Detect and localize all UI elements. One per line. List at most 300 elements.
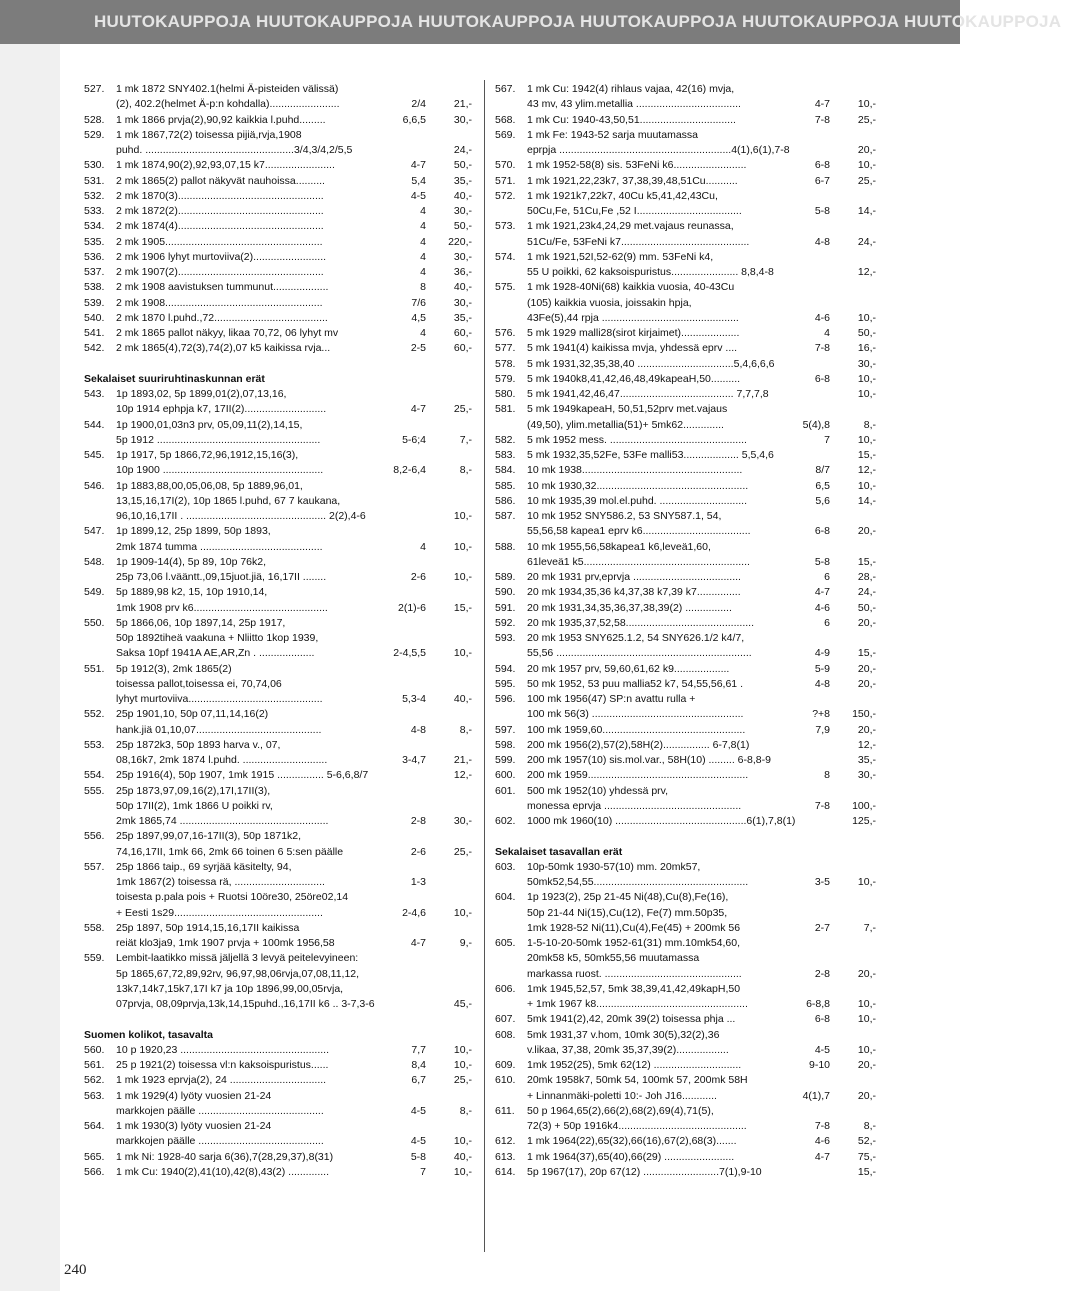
lot-description: 5p 1912(3), 2mk 1865(2) — [116, 662, 232, 675]
lot-row — [84, 540, 474, 555]
lot-number: 586. — [495, 494, 516, 507]
lot-row — [84, 982, 474, 997]
lot-grade: 4-7 — [410, 159, 426, 172]
lot-row — [495, 616, 878, 631]
lot-row — [495, 997, 878, 1012]
lot-row — [495, 1089, 878, 1104]
lot-row — [495, 463, 878, 478]
lot-number: 543. — [84, 388, 105, 400]
lot-price: 10,- — [857, 98, 876, 111]
lot-row — [84, 631, 474, 646]
lot-number: 589. — [495, 571, 516, 583]
right-column — [495, 82, 878, 1180]
lot-row — [84, 784, 474, 799]
lot-grade: 4 — [420, 250, 426, 263]
lot-row — [495, 585, 878, 600]
lot-number: 612. — [495, 1135, 516, 1148]
header-label: HUUTOKAUPPOJA — [580, 12, 738, 31]
lot-grade: 8,2-6,4 — [393, 464, 426, 477]
lot-grade: 2-4,6 — [402, 906, 426, 919]
lot-number: 563. — [84, 1089, 105, 1102]
lot-grade: 6-8 — [814, 372, 830, 385]
lot-price: 10,- — [453, 1043, 472, 1056]
lot-row — [495, 1058, 878, 1073]
lot-grade: 4-8 — [814, 677, 830, 690]
lot-description: 10 mk 1955,56,58kapea1 k6,leveä1,60, — [527, 540, 711, 553]
lot-description: 1-5-10-20-50mk 1952-61(31) mm.10mk54,60, — [527, 937, 741, 949]
lot-price: 45,- — [453, 998, 472, 1010]
lot-row — [495, 250, 878, 265]
lot-row — [84, 387, 474, 402]
lot-row — [495, 646, 878, 661]
lot-number: 548. — [84, 555, 105, 568]
lot-row — [84, 158, 474, 173]
lot-row — [84, 235, 474, 250]
lot-description: 1 mk 1964(22),65(32),66(16),67(2),68(3)....... — [527, 1135, 737, 1148]
lot-number: 557. — [84, 860, 105, 873]
lot-row — [84, 1073, 474, 1088]
lot-price: 20,- — [857, 967, 876, 980]
lot-row — [495, 1104, 878, 1119]
lot-description: 5 mk 1941,42,46,47....................................... 7,7,7,8 — [527, 388, 769, 400]
lot-row — [495, 128, 878, 143]
lot-description: 10p 1900 ....................................................... — [116, 464, 324, 477]
lot-description: 20mk 1958k7, 50mk 54, 100mk 57, 200mk 58H — [527, 1074, 748, 1087]
lot-row — [495, 143, 878, 158]
lot-description: 1 mk 1921k7,22k7, 40Cu k5,41,42,43Cu, — [527, 189, 718, 202]
lot-row — [84, 524, 474, 539]
lot-grade: 2-8 — [410, 815, 426, 827]
lot-price: 14,- — [857, 205, 876, 217]
lot-description: 10 p 1920,23 ................................................... — [116, 1043, 330, 1056]
lot-grade: 4-5 — [410, 1104, 426, 1117]
lot-row — [84, 997, 474, 1012]
lot-description: 5mk 1931,37 v.hom, 10mk 30(5),32(2),36 — [527, 1028, 720, 1041]
lot-row — [495, 1012, 878, 1027]
lot-row — [495, 1119, 878, 1134]
lot-description: 74,16,17II, 1mk 66, 2mk 66 toinen 6 5:sen päälle — [116, 845, 344, 858]
lot-number: 599. — [495, 754, 516, 766]
lot-row — [495, 189, 878, 204]
lot-number: 587. — [495, 510, 516, 522]
lot-description: (2), 402.2(helmet Ä-p:n kohdalla)........................ — [116, 98, 340, 111]
lot-number: 582. — [495, 433, 516, 446]
lot-grade: 1-3 — [410, 876, 426, 888]
lot-description: 1 mk 1921,22,23k7, 37,38,39,48,51Cu........... — [527, 174, 738, 187]
lot-grade: 4-5 — [410, 1135, 426, 1148]
lot-grade: 3-4,7 — [402, 754, 426, 766]
lot-row — [84, 692, 474, 707]
lot-description: 25p 1866 taip., 69 syrjää käsitelty, 94, — [116, 860, 292, 873]
lot-description: 13k7,14k7,15k7,17I k7 ja 10p 1896,99,00,05rvja, — [116, 982, 344, 995]
lot-row — [495, 768, 878, 783]
lot-grade: 4-7 — [814, 586, 830, 599]
lot-row — [495, 509, 878, 524]
lot-row — [84, 402, 474, 417]
lot-description: 96,10,16,17II . ................................................ 2(2),4-6 — [116, 510, 366, 522]
lot-grade: 2(1)-6 — [397, 601, 426, 614]
lot-description: 20 mk 1931 prv,eprvja ..................................... — [527, 571, 741, 583]
lot-grade: 4-8 — [410, 723, 426, 736]
lot-description: 1p 1909-14(4), 5p 89, 10p 76k2, — [116, 555, 267, 568]
lot-number: 609. — [495, 1059, 516, 1071]
lot-row — [495, 692, 878, 707]
lot-number: 537. — [84, 266, 105, 278]
lot-price: 14,- — [857, 494, 876, 507]
lot-price: 20,- — [857, 662, 876, 675]
lot-row — [495, 707, 878, 722]
lot-grade: 2-6 — [410, 845, 426, 858]
lot-description: 1 mk 1952-58(8) sis. 53FeNi k6......................... — [527, 159, 747, 172]
lot-grade: 4-9 — [814, 647, 830, 660]
lot-number: 574. — [495, 250, 516, 263]
lot-description: 2 mk 1905...................................................... — [116, 235, 323, 248]
lot-number: 595. — [495, 677, 516, 690]
lot-description: eprpja ...........................................................4(1),6(1),7-8 — [527, 144, 790, 156]
lot-description: 5mk 1941(2),42, 20mk 39(2) toisessa phja ... — [527, 1013, 736, 1026]
lot-description: 1p 1893,02, 5p 1899,01(2),07,13,16, — [116, 388, 287, 400]
lot-number: 532. — [84, 189, 105, 202]
lot-price: 40,- — [453, 1150, 472, 1163]
lot-row — [84, 646, 474, 661]
lot-number: 546. — [84, 479, 105, 492]
lot-description: 500 mk 1952(10) yhdessä prv, — [527, 784, 669, 797]
header-label: HUUTOKAUPPOJA — [418, 12, 576, 31]
lot-number: 588. — [495, 540, 516, 553]
lot-grade: 5-8 — [814, 555, 830, 568]
lot-row — [495, 967, 878, 982]
lot-grade: 2-5 — [410, 342, 426, 355]
lot-description: 5 mk 1941(4) kaikissa mvja, yhdessä eprv .... — [527, 342, 738, 355]
lot-grade: 4-6 — [814, 1135, 830, 1148]
lot-description: 25 p 1921(2) toisessa vl:n kaksoispuristus...... — [116, 1059, 329, 1071]
lot-grade: 4-7 — [410, 403, 426, 416]
lot-description: 200 mk 1956(2),57(2),58H(2)................ 6-7,8(1) — [527, 738, 750, 751]
lot-description: 1mk 1952(25), 5mk 62(12) .............................. — [527, 1059, 742, 1071]
lot-row — [84, 845, 474, 860]
lot-number: 541. — [84, 327, 105, 339]
lot-description: 5p 1967(17), 20p 67(12) ..........................7(1),9-10 — [527, 1165, 762, 1178]
lot-number: 570. — [495, 159, 516, 172]
lot-number: 527. — [84, 83, 105, 95]
lot-description: 1 mk 1964(37),65(40),66(29) ........................ — [527, 1150, 735, 1163]
lot-row — [84, 433, 474, 448]
lot-description: 1 mk Cu: 1940(2),41(10),42(8),43(2) .............. — [116, 1165, 330, 1178]
lot-number: 529. — [84, 128, 105, 141]
lot-grade: ?+8 — [812, 708, 830, 721]
lot-row — [84, 113, 474, 128]
lot-row — [495, 677, 878, 692]
lot-number: 594. — [495, 662, 516, 675]
lot-price: 25,- — [453, 845, 472, 858]
lot-row — [495, 524, 878, 539]
lot-price: 10,- — [857, 433, 876, 446]
lot-row — [84, 875, 474, 890]
lot-description: markkojen päälle ........................................... — [116, 1135, 324, 1148]
lot-price: 20,- — [857, 677, 876, 690]
lot-description: 1mk 1945,52,57, 5mk 38,39,41,42,49kapH,50 — [527, 982, 741, 995]
lot-description: 5 mk 1940k8,41,42,46,48,49kapeaH,50.......... — [527, 372, 741, 385]
lot-description: 5 mk 1929 malli28(sirot kirjaimet).................... — [527, 327, 740, 339]
lot-description: Saksa 10pf 1941A AE,AR,Zn . ................... — [116, 647, 315, 660]
lot-row — [495, 601, 878, 616]
lot-row — [84, 707, 474, 722]
lot-grade: 4 — [420, 205, 426, 217]
lot-number: 602. — [495, 815, 516, 827]
lot-description: 1mk 1908 prv k6.............................................. — [116, 601, 328, 614]
lot-row — [495, 814, 878, 829]
header-label: HUUTOKAUPPOJA — [256, 12, 414, 31]
lot-description: toisessa pallot,toisessa ei, 70,74,06 — [116, 677, 282, 690]
lot-description: 1 mk Cu: 1942(4) rihlaus vajaa, 42(16) mvja, — [527, 83, 735, 95]
lot-description: 2mk 1874 tumma .......................................... — [116, 540, 323, 553]
lot-row — [495, 204, 878, 219]
lot-row — [84, 936, 474, 951]
lot-description: 72(3) + 50p 1916k4............................................ — [527, 1120, 747, 1132]
lot-row — [84, 677, 474, 692]
lot-number: 531. — [84, 174, 105, 187]
lot-number: 605. — [495, 937, 516, 949]
lot-description: reiät klo3ja9, 1mk 1907 prvja + 100mk 1956,58 — [116, 937, 335, 949]
lot-number: 603. — [495, 860, 516, 873]
lot-row — [84, 1150, 474, 1165]
lot-row — [495, 1165, 878, 1180]
lot-price: 20,- — [857, 616, 876, 629]
lot-row — [495, 784, 878, 799]
lot-row — [84, 860, 474, 875]
lot-row — [495, 936, 878, 951]
lot-price: 8,- — [459, 1104, 472, 1117]
lot-row — [495, 875, 878, 890]
lot-grade: 4-8 — [814, 235, 830, 248]
lot-price: 12,- — [857, 738, 876, 751]
lot-grade: 4-7 — [814, 98, 830, 111]
lot-price: 20,- — [857, 144, 876, 156]
lot-row — [495, 113, 878, 128]
lot-number: 555. — [84, 784, 105, 797]
lot-description: 25p 1897,99,07,16-17II(3), 50p 1871k2, — [116, 830, 302, 843]
lot-price: 30,- — [857, 357, 876, 370]
lot-description: monessa eprvja ............................................... — [527, 799, 742, 812]
lot-number: 579. — [495, 372, 516, 385]
lot-grade: 4-7 — [410, 937, 426, 949]
lot-number: 591. — [495, 601, 516, 614]
lot-row — [84, 890, 474, 905]
lot-grade: 6-8 — [814, 1013, 830, 1026]
lot-row — [495, 311, 878, 326]
lot-description: 1p 1899,12, 25p 1899, 50p 1893, — [116, 525, 271, 538]
lot-price: 40,- — [453, 281, 472, 294]
lot-description: 20 mk 1953 SNY625.1.2, 54 SNY626.1/2 k4/7, — [527, 632, 745, 644]
lot-price: 8,- — [863, 418, 876, 431]
lot-price: 150,- — [852, 708, 876, 721]
lot-row — [495, 402, 878, 417]
lot-grade: 8 — [420, 281, 426, 294]
lot-grade: 7-8 — [814, 1120, 830, 1132]
lot-grade: 6-8,8 — [806, 998, 830, 1010]
column-divider — [484, 80, 485, 1252]
lot-price: 20,- — [857, 723, 876, 736]
lot-grade: 4-5 — [814, 1043, 830, 1056]
lot-row — [495, 631, 878, 646]
lot-price: 40,- — [453, 693, 472, 705]
lot-grade: 6,7 — [411, 1074, 426, 1087]
lot-grade: 7-8 — [814, 342, 830, 355]
lot-row — [84, 250, 474, 265]
lot-row — [495, 1043, 878, 1058]
lot-price: 10,- — [453, 1135, 472, 1148]
lot-grade: 6,5 — [815, 479, 830, 492]
lot-row — [84, 906, 474, 921]
lot-number: 554. — [84, 769, 105, 782]
lot-grade: 5-8 — [410, 1150, 426, 1163]
lot-price: 15,- — [857, 555, 876, 568]
lot-number: 607. — [495, 1013, 516, 1026]
left-column — [84, 82, 474, 1180]
lot-row — [84, 219, 474, 234]
lot-price: 24,- — [857, 586, 876, 599]
lot-grade: 6 — [824, 571, 830, 583]
lot-price: 10,- — [857, 998, 876, 1010]
lot-grade: 7-8 — [814, 113, 830, 126]
lot-description: puhd. ...................................................3/4,3/4,2/5,5 — [116, 144, 353, 156]
lot-number: 533. — [84, 205, 105, 217]
lot-description: 50Cu,Fe, 51Cu,Fe ,52 I.................................... — [527, 205, 742, 217]
lot-price: 12,- — [857, 464, 876, 477]
lot-grade: 6-8 — [814, 159, 830, 172]
lot-row — [84, 555, 474, 570]
lot-number: 610. — [495, 1074, 516, 1087]
lot-row — [84, 82, 474, 97]
lot-description: 20mk58 k5, 50mk55,56 muutamassa — [527, 952, 700, 965]
lot-number: 614. — [495, 1165, 516, 1178]
lot-description: 10 mk 1938....................................................... — [527, 464, 743, 477]
lot-description: 43Fe(5),44 rpja ............................................... — [527, 311, 739, 324]
lot-price: 10,- — [453, 1165, 472, 1178]
lot-row — [495, 219, 878, 234]
lot-number: 571. — [495, 174, 516, 187]
lot-description: + 1mk 1967 k8.................................................... — [527, 998, 748, 1010]
lot-description: 10p-50mk 1930-57(10) mm. 20mk57, — [527, 860, 701, 873]
lot-price: 24,- — [453, 144, 472, 156]
lot-price: 36,- — [453, 266, 472, 278]
lot-number: 545. — [84, 449, 105, 461]
lot-grade: 4-7 — [814, 1150, 830, 1163]
lot-description: 2 mk 1907(2).................................................. — [116, 266, 324, 278]
lot-number: 585. — [495, 479, 516, 492]
lot-number: 556. — [84, 830, 105, 843]
lot-row — [495, 753, 878, 768]
lot-description: 1 mk 1928-40Ni(68) kaikkia vuosia, 40-43Cu — [527, 281, 735, 294]
lot-grade: 2-6 — [410, 571, 426, 583]
lot-price: 10,- — [453, 1059, 472, 1071]
lot-description: + Linnanmäki-poletti 10:- Joh J16............ — [527, 1089, 717, 1102]
section-heading: Sekalaiset suuriruhtinaskunnan erät — [84, 372, 265, 385]
lot-grade: 6 — [824, 616, 830, 629]
lot-number: 583. — [495, 449, 516, 461]
lot-number: 598. — [495, 738, 516, 751]
lot-number: 611. — [495, 1104, 515, 1117]
lot-price: 10,- — [857, 479, 876, 492]
lot-price: 15,- — [857, 647, 876, 660]
lot-description: 55,56,58 kapea1 eprv k6..................................... — [527, 525, 751, 538]
lot-description: 1p 1917, 5p 1866,72,96,1912,15,16(3), — [116, 449, 299, 461]
lot-grade: 9-10 — [808, 1059, 830, 1071]
lot-row — [84, 1104, 474, 1119]
lot-row — [84, 494, 474, 509]
lot-description: 50p 17II(2), 1mk 1866 U poikki rv, — [116, 799, 273, 812]
lot-row — [495, 799, 878, 814]
lot-number: 530. — [84, 159, 105, 172]
lot-description: toisesta p.pala pois + Ruotsi 10öre30, 25öre02,14 — [116, 891, 349, 904]
lot-description: 5p 1912 ........................................................ — [116, 433, 321, 446]
lot-price: 15,- — [857, 1165, 876, 1178]
lot-row — [495, 357, 878, 372]
lot-number: 565. — [84, 1150, 105, 1163]
lot-row — [84, 97, 474, 112]
lot-description: 50mk52,54,55..................................................... — [527, 876, 749, 888]
lot-price: 30,- — [453, 113, 472, 126]
lot-grade: 5-8 — [814, 205, 830, 217]
lot-number: 572. — [495, 189, 516, 202]
lot-price: 10,- — [453, 540, 472, 553]
section-heading: Suomen kolikot, tasavalta — [84, 1028, 213, 1041]
page-number: 240 — [64, 1262, 87, 1278]
lot-number: 528. — [84, 113, 105, 126]
lot-row — [84, 601, 474, 616]
lot-row — [84, 768, 474, 783]
lot-description: 5 mk 1931,32,35,38,40 .................................5,4,6,6,6 — [527, 357, 775, 370]
lot-number: 576. — [495, 327, 516, 339]
lot-description: 2 mk 1870 l.puhd.,72....................................... — [116, 311, 328, 324]
lot-price: 28,- — [857, 571, 876, 583]
lot-description: 1 mk 1930(3) lyöty vuosien 21-24 — [116, 1120, 272, 1132]
lot-price: 25,- — [453, 403, 472, 416]
spacer — [495, 829, 878, 844]
lot-row — [495, 387, 878, 402]
lot-price: 7,- — [863, 921, 876, 934]
lot-grade: 4 — [420, 220, 426, 233]
lot-row — [495, 280, 878, 295]
lot-number: 601. — [495, 784, 516, 797]
lot-grade: 7,7 — [411, 1043, 426, 1056]
lot-number: 613. — [495, 1150, 516, 1163]
lot-grade: 4,5 — [411, 311, 426, 324]
lot-description: 1 mk Cu: 1940-43,50,51................................. — [527, 113, 736, 126]
spacer — [84, 1012, 474, 1027]
lot-description: 13,15,16,17I(2), 10p 1865 l.puhd, 67 7 kaukana, — [116, 494, 341, 507]
lot-description: 5 mk 1952 mess. ............................................... — [527, 433, 747, 446]
lot-description: 43 mv, 43 ylim.metallia .................................... — [527, 98, 741, 111]
lot-price: 30,- — [857, 769, 876, 782]
lot-grade: 4(1),7 — [802, 1089, 830, 1102]
lot-row — [84, 128, 474, 143]
lot-description: 50p 1892tiheä vaakuna + Nliitto 1kop 1939, — [116, 632, 319, 644]
lot-number: 560. — [84, 1043, 105, 1056]
lot-grade: 8 — [824, 769, 830, 782]
lot-row — [495, 540, 878, 555]
lot-row — [84, 921, 474, 936]
lot-grade: 5-9 — [814, 662, 830, 675]
lot-row — [495, 433, 878, 448]
lot-number: 596. — [495, 693, 516, 705]
lot-price: 40,- — [453, 189, 472, 202]
lot-description: 1p 1900,01,03n3 prv, 05,09,11(2),14,15, — [116, 418, 303, 431]
lot-price: 25,- — [857, 174, 876, 187]
lot-description: 10p 1914 ephpja k7, 17II(2)............................ — [116, 403, 327, 416]
lot-description: 20 mk 1934,35,36 k4,37,38 k7,39 k7............... — [527, 586, 741, 599]
lot-price: 8,- — [863, 1120, 876, 1132]
